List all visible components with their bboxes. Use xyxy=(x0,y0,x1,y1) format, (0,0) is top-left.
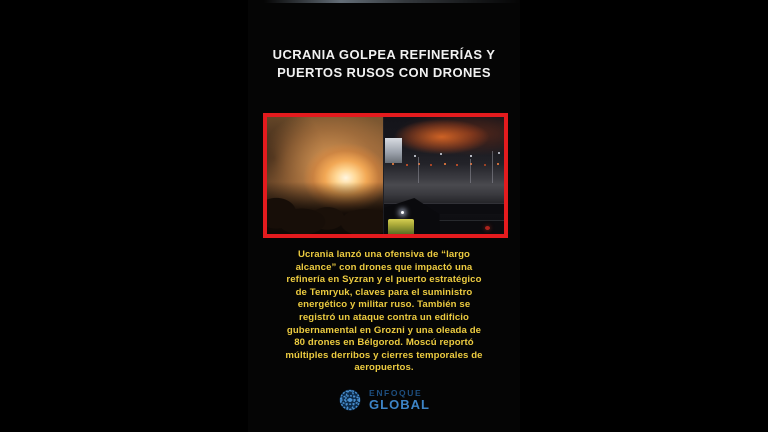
video-top-edge xyxy=(264,0,520,3)
brand-name-top: ENFOQUE xyxy=(369,387,423,398)
lamp-pole xyxy=(492,151,493,183)
body-line: múltiples derribos y cierres temporales de xyxy=(285,349,483,361)
body-line: gubernamental en Grozni y una oleada de xyxy=(286,324,482,336)
lamp-pole xyxy=(418,157,419,183)
port-light-row xyxy=(392,163,394,165)
dumpster xyxy=(388,219,414,234)
globe-icon xyxy=(338,388,362,412)
brand-wordmark xyxy=(369,389,430,412)
body-line: de Temryuk, claves para el suministro xyxy=(295,286,473,298)
body-line: Ucrania lanzó una ofensiva de “largo xyxy=(297,249,471,260)
body-line: refinería en Syzran y el puerto estratégico xyxy=(286,274,482,286)
headline-line-1: UCRANIA GOLPEA REFINERÍAS Y xyxy=(272,47,496,62)
brand-name-bottom: GLOBAL xyxy=(369,397,430,413)
headline-line-2: PUERTOS RUSOS CON DRONES xyxy=(277,64,491,80)
lamp-pole xyxy=(470,159,471,183)
fire-silhouette xyxy=(267,182,383,234)
taillight-glow xyxy=(485,226,490,230)
lit-building xyxy=(385,138,402,163)
kiosk-light xyxy=(401,211,404,214)
story-column xyxy=(248,0,520,432)
body-line: aeropuertos. xyxy=(354,362,414,374)
brand-logo xyxy=(248,388,520,412)
body-line: energético y militar ruso. También se xyxy=(297,299,471,311)
body-text xyxy=(248,249,520,375)
body-line: alcance” con drones que impactó una xyxy=(295,261,473,273)
news-photo-frame xyxy=(263,113,508,238)
headline xyxy=(248,46,520,81)
port-photo xyxy=(383,117,504,234)
body-line: 80 drones en Bélgorod. Moscú reportó xyxy=(294,337,474,349)
vehicle-roof xyxy=(434,220,504,234)
body-line: registró un ataque contra un edificio xyxy=(298,311,469,323)
fire-photo xyxy=(267,117,383,234)
street-lamp-dots xyxy=(414,155,416,157)
